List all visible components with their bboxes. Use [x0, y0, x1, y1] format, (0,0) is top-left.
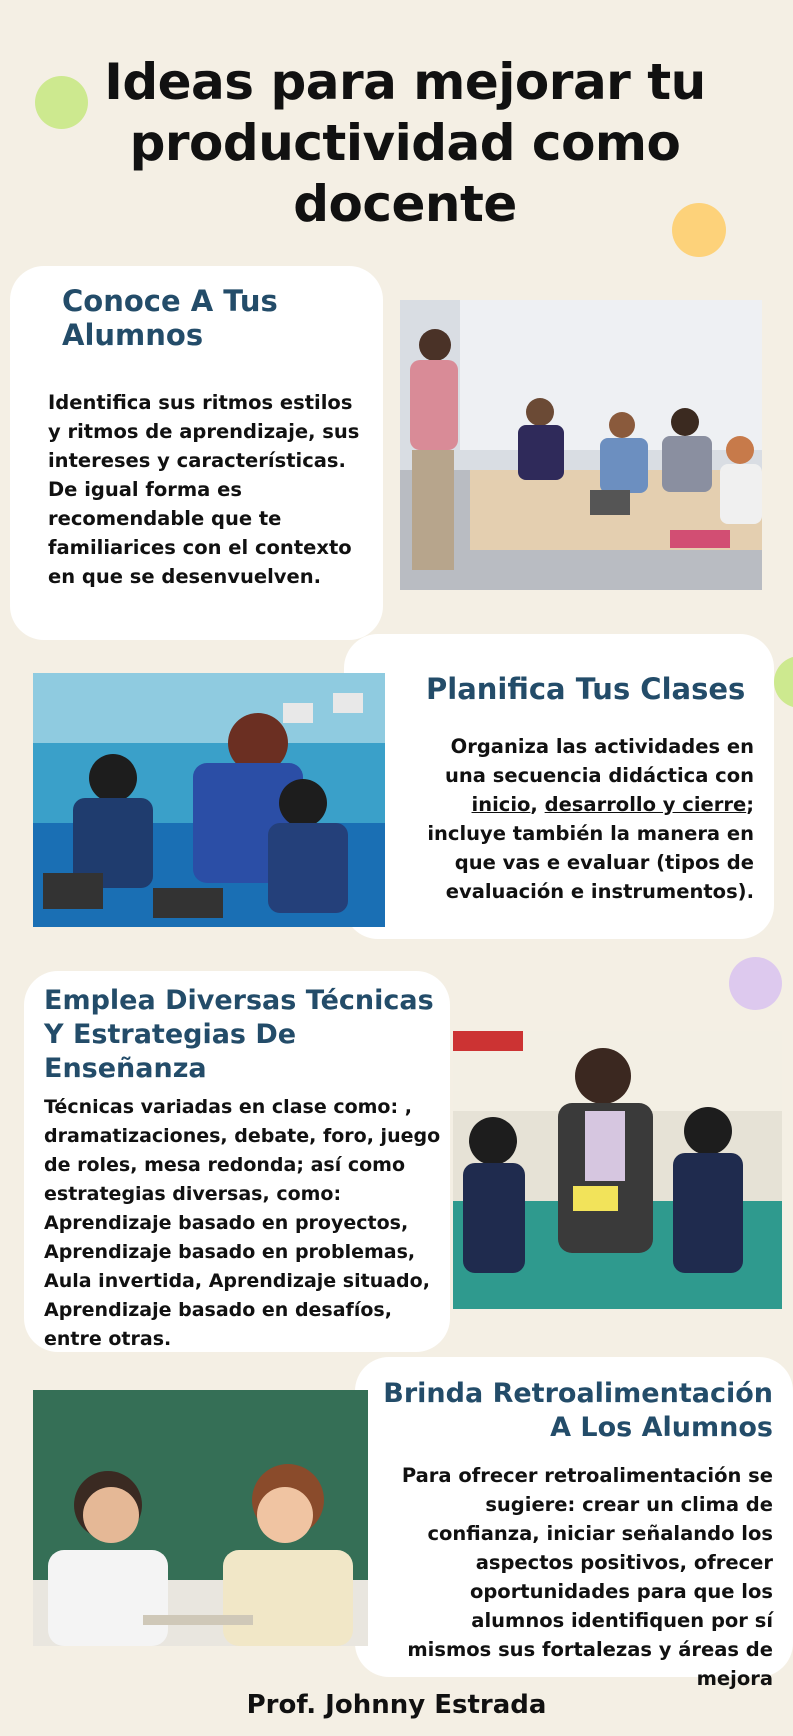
text-part: Organiza las actividades en una secuencia didáctica con — [445, 735, 754, 787]
decorative-green-dot-right — [774, 656, 793, 708]
section-text: Para ofrecer retroalimentación se sugiere: crear un clima de confianza, iniciar señalando los aspectos positivos, ofrecer oportunidades para que los alumnos identifiquen por sí mismos sus fortalezas y áreas de mejora — [401, 1464, 773, 1690]
author-footer: Prof. Johnny Estrada — [246, 1690, 547, 1720]
section-title: Conoce A Tus Alumnos — [62, 284, 278, 352]
text-part: , — [530, 793, 545, 816]
section-title: Brinda Retroalimentación A Los Alumnos — [383, 1378, 773, 1443]
teacher-with-students-tablets-photo — [33, 673, 385, 927]
section-card-planifica — [344, 634, 774, 939]
teacher-reading-with-children-photo — [453, 1031, 782, 1309]
classroom-teacher-standing-photo — [400, 300, 762, 590]
link-desarrollo-y-cierre[interactable]: desarrollo y cierre — [544, 793, 747, 816]
section-text: Identifica sus ritmos estilos y ritmos de aprendizaje, sus intereses y características. De igual forma es recomendable que te familiarices con el contexto en que se desenvuelven. — [48, 391, 360, 588]
section-card-brinda — [355, 1357, 793, 1690]
section-card-conoce — [10, 266, 383, 640]
section-card-emplea — [24, 971, 450, 1352]
text-part: ; incluye también la manera en que vas e evaluar (tipos de evaluación e instrumentos). — [427, 793, 754, 903]
teacher-and-student-chalkboard-photo — [33, 1390, 368, 1646]
section-title: Planifica Tus Clases — [426, 672, 746, 706]
link-inicio[interactable]: inicio — [471, 793, 531, 816]
section-text: Técnicas variadas en clase como: , dramatizaciones, debate, foro, juego de roles, mesa redonda; así como estrategias diversas, como: Aprendizaje basado en proyectos, Aprendizaje basado en problemas, Aula invertida, Aprendizaje situado, Aprendizaje basado en desafíos, entre otras. — [44, 1096, 441, 1350]
page-title: Ideas para mejorar tu productividad como docente — [104, 53, 706, 233]
decorative-purple-dot — [729, 957, 782, 1010]
section-title: Emplea Diversas Técnicas Y Estrategias De Enseñanza — [44, 985, 434, 1084]
section-text — [404, 732, 754, 906]
